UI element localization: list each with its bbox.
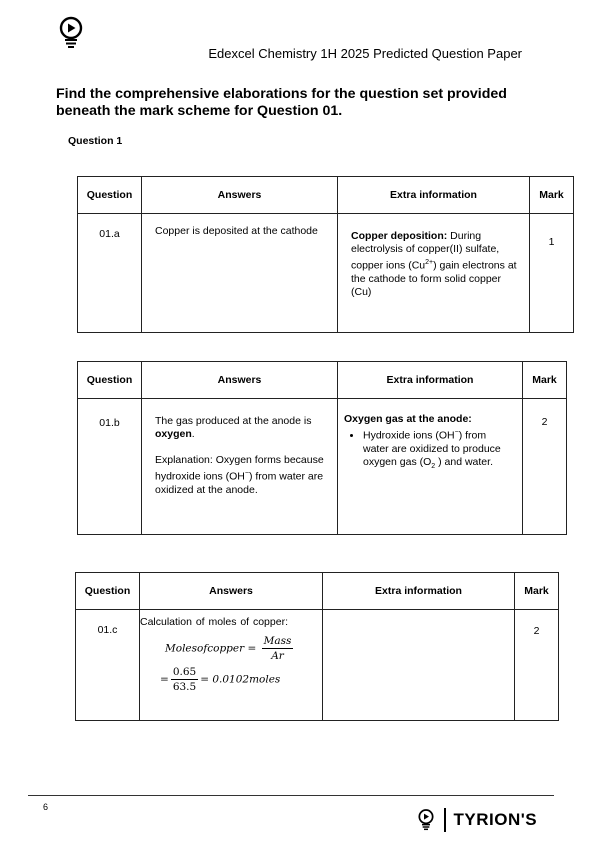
col-answers: Answers <box>140 573 323 610</box>
mark-value: 2 <box>523 399 567 535</box>
answer-text <box>142 399 338 535</box>
charge-superscript: 2+ <box>425 259 434 266</box>
formula-line <box>165 635 310 662</box>
answer-explanation <box>155 454 325 497</box>
extra-info-heading: Oxygen gas at the anode: <box>344 413 472 425</box>
question-number: 01.b <box>78 399 142 535</box>
extra-info <box>338 399 523 535</box>
formula-lhs: Molesofcopper <box>165 642 245 655</box>
list-item <box>363 426 514 473</box>
footer-divider <box>28 795 554 796</box>
table-row <box>76 610 559 721</box>
charge-superscript: − <box>454 429 459 436</box>
calculation-fraction <box>171 666 198 693</box>
footer-brand <box>416 806 537 834</box>
mark-scheme-table-01c <box>75 572 559 721</box>
brand-logo-icon <box>416 807 436 833</box>
brand-name: TYRION'S <box>453 810 538 829</box>
col-extra: Extra information <box>338 362 523 399</box>
charge-superscript: − <box>244 470 249 477</box>
bullet-text: ) from water are oxidized to produce oxygen gas (O <box>363 429 501 468</box>
subscript: 2 <box>431 462 436 470</box>
answer-text-part: . <box>191 428 195 440</box>
table-row <box>78 399 567 535</box>
col-mark: Mark <box>515 573 559 610</box>
extra-info-text: During electrolysis of copper(II) sulfate, copper ions (Cu <box>351 230 500 272</box>
answer-text <box>140 610 323 721</box>
question-number: 01.a <box>78 214 142 333</box>
paper-title: Edexcel Chemistry 1H 2025 Predicted Question Paper <box>208 46 522 61</box>
fraction-denominator: 63.5 <box>172 681 197 693</box>
col-question: Question <box>78 362 142 399</box>
formula-fraction <box>262 635 294 662</box>
col-answers: Answers <box>142 362 338 399</box>
calculation-line <box>160 666 310 693</box>
page-number: 6 <box>43 802 49 812</box>
col-mark: Mark <box>530 177 574 214</box>
fraction-numerator: Mass <box>263 635 292 647</box>
fraction-denominator: Ar <box>271 650 284 662</box>
page-heading: Find the comprehensive elaborations for the question set provided beneath the mark scheme for Question 01. <box>56 86 507 119</box>
explanation-text: Explanation: Oxygen forms because hydroxide ions (OH <box>155 454 324 483</box>
col-question: Question <box>78 177 142 214</box>
equals-sign: = <box>160 673 169 686</box>
table-row <box>78 214 574 333</box>
extra-info-text: ) gain electrons at the cathode to form solid copper (Cu) <box>351 259 517 298</box>
question-label: Question 1 <box>68 135 123 147</box>
extra-info <box>323 610 515 721</box>
answer-keyword: oxygen <box>155 428 192 440</box>
col-answers: Answers <box>142 177 338 214</box>
calculation-intro: Calculation of moles of copper: <box>140 616 288 628</box>
col-question: Question <box>76 573 140 610</box>
mark-value: 2 <box>515 610 559 721</box>
mark-scheme-table-01a <box>77 176 574 333</box>
equals-sign: = <box>247 642 257 655</box>
brand-logo-icon <box>56 16 86 50</box>
table-header-row <box>78 362 567 399</box>
mark-scheme-table-01b <box>77 361 567 535</box>
answer-text-part: The gas produced at the anode is <box>155 415 312 427</box>
calculation-result: = 0.0102moles <box>200 673 281 686</box>
table-header-row <box>76 573 559 610</box>
brand-separator <box>444 808 446 832</box>
question-number: 01.c <box>76 610 140 721</box>
answer-statement <box>155 415 325 441</box>
extra-info-heading: Copper deposition: <box>351 230 448 242</box>
answer-text: Copper is deposited at the cathode <box>142 214 338 333</box>
col-extra: Extra information <box>323 573 515 610</box>
extra-info <box>338 214 530 333</box>
extra-info-list <box>344 426 514 473</box>
explanation-text: ) from water are oxidized at the anode. <box>155 470 324 496</box>
mark-value: 1 <box>530 214 574 333</box>
table-header-row <box>78 177 574 214</box>
bullet-text: ) and water. <box>435 455 493 468</box>
bullet-text: Hydroxide ions (OH <box>363 429 455 442</box>
col-extra: Extra information <box>338 177 530 214</box>
fraction-numerator: 0.65 <box>172 666 197 678</box>
col-mark: Mark <box>523 362 567 399</box>
